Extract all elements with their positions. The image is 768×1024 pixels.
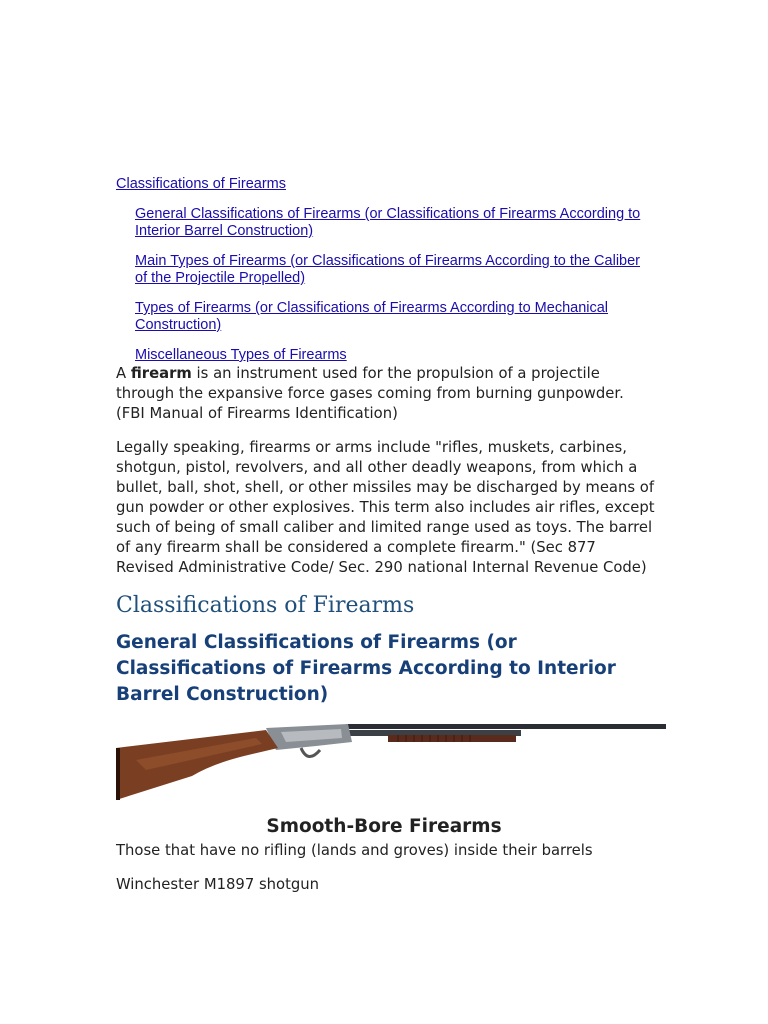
image-caption: Smooth-Bore Firearms — [266, 816, 502, 837]
toc-item — [135, 300, 656, 334]
smooth-bore-description: Those that have no rifling (lands and groves) inside their barrels — [116, 842, 593, 859]
intro-term: firearm — [130, 365, 192, 382]
section-heading: Classifications of Firearms — [116, 593, 415, 618]
toc-link-misc[interactable]: Miscellaneous Types of Firearms — [135, 347, 347, 363]
legal-paragraph: Legally speaking, firearms or arms include "rifles, muskets, carbines, shotgun, pistol, revolvers, and all other deadly weapons, from which a bullet, ball, shot, shell, or other missiles may be discharged by means of gun powder or other explosives. This term also includes air rifles, except such of being of small caliber and limited range used as toys. The barrel of any firearm shall be considered a complete firearm." (Sec 877 Revised Administrative Code/ Sec. 290 national Internal Revenue Code) — [116, 439, 655, 576]
toc-link-types[interactable]: Types of Firearms (or Classifications of Firearms According to Mechanical Construction) — [135, 300, 609, 333]
toc-item — [135, 347, 656, 364]
toc-link-main-types[interactable]: Main Types of Firearms (or Classifications of Firearms According to the Caliber of the Projectile Propelled) — [135, 253, 640, 286]
intro-rest: is an instrument used for the propulsion of a projectile through the expansive force gases coming from burning gunpowder. (FBI Manual of Firearms Identification) — [116, 365, 624, 422]
toc-title-link[interactable]: Classifications of Firearms — [116, 176, 287, 192]
toc-item — [135, 206, 656, 240]
shotgun-image — [116, 720, 668, 802]
toc-item — [135, 253, 656, 287]
toc-link-general[interactable]: General Classifications of Firearms (or Classifications of Firearms According to Interior Barrel Construction) — [135, 206, 641, 239]
intro-paragraph — [116, 364, 656, 424]
sub-heading: General Classifications of Firearms (or Classifications of Firearms According to Interior Barrel Construction) — [116, 632, 616, 705]
toc-list — [116, 206, 656, 364]
example-text: Winchester M1897 shotgun — [116, 876, 320, 893]
intro-lead: A — [116, 365, 131, 382]
document-page — [116, 176, 656, 909]
